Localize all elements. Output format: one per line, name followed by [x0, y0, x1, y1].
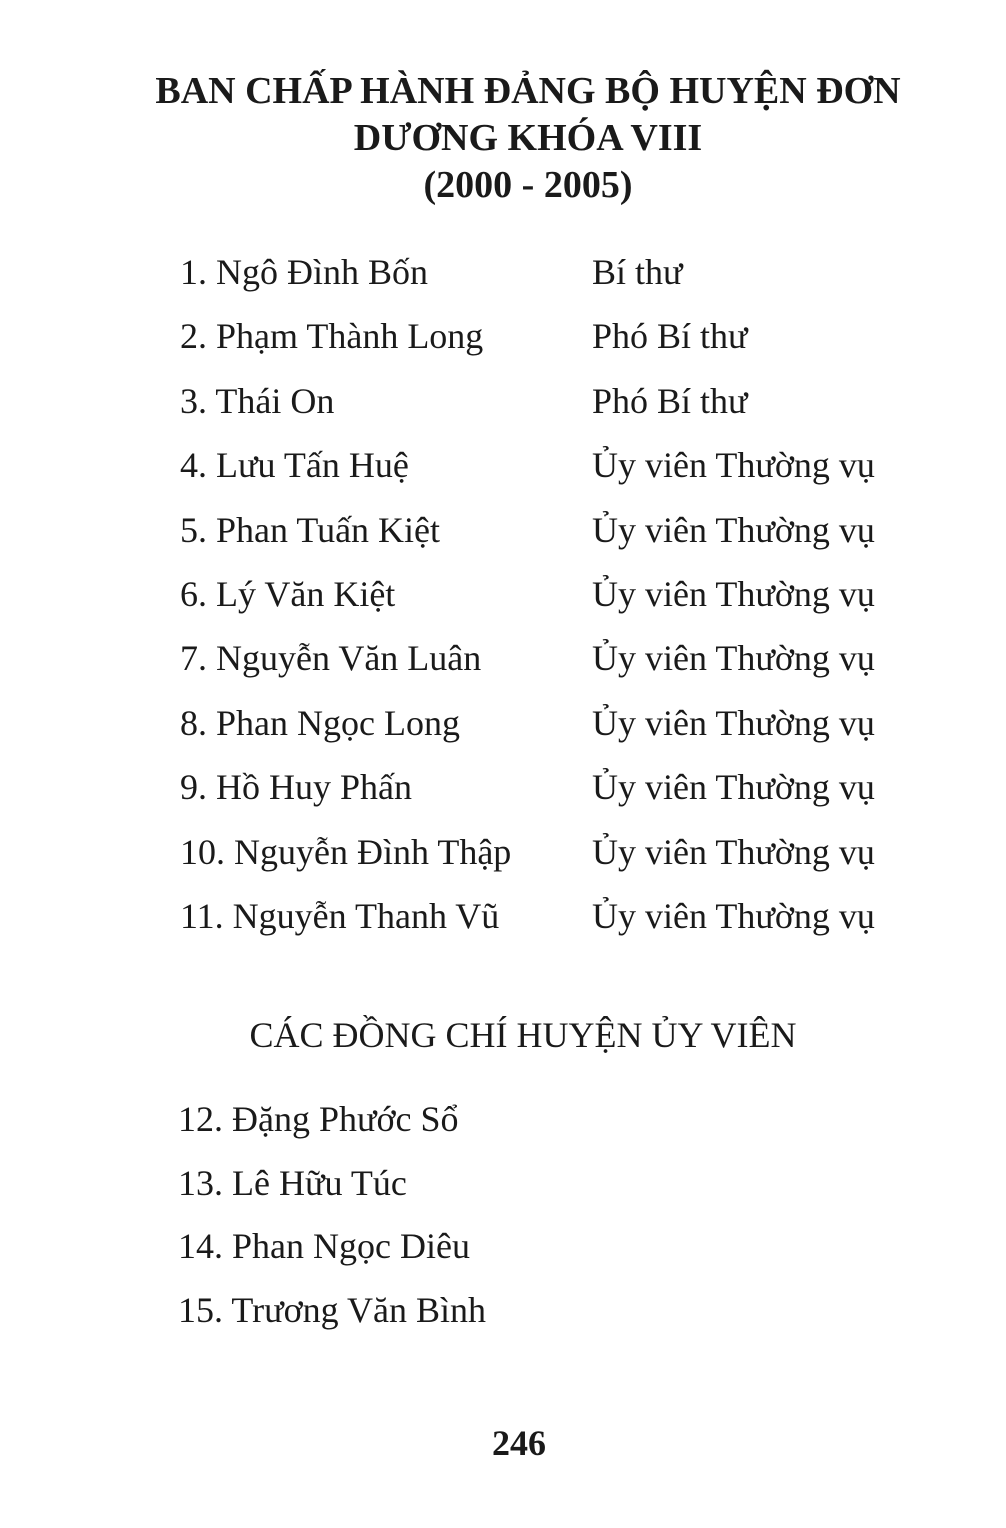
- member-role: Ủy viên Thường vụ: [592, 702, 875, 743]
- title-line-3: (2000 - 2005): [423, 164, 633, 206]
- list-item: 13. Lê Hữu Túc: [178, 1162, 407, 1203]
- member-name: 5. Phan Tuấn Kiệt: [180, 509, 441, 550]
- page-number: 246: [492, 1423, 546, 1463]
- member-name: 6. Lý Văn Kiệt: [180, 573, 396, 614]
- member-row: [180, 884, 940, 948]
- member-role: Phó Bí thư: [592, 316, 748, 357]
- member-name: 11. Nguyễn Thanh Vũ: [180, 895, 500, 936]
- member-row: [180, 626, 940, 690]
- member-row: [180, 691, 940, 755]
- section-heading: CÁC ĐỒNG CHÍ HUYỆN ỦY VIÊN: [249, 1015, 797, 1055]
- member-name: 10. Nguyễn Đình Thập: [180, 831, 512, 872]
- member-role: Ủy viên Thường vụ: [592, 767, 875, 808]
- member-row: [180, 755, 940, 819]
- member-role: Ủy viên Thường vụ: [592, 445, 875, 486]
- member-row: [180, 433, 940, 497]
- member-row: [180, 820, 940, 884]
- member-role: Ủy viên Thường vụ: [592, 573, 875, 614]
- member-role: Ủy viên Thường vụ: [592, 638, 875, 679]
- member-role: Ủy viên Thường vụ: [592, 509, 875, 550]
- member-name: 7. Nguyễn Văn Luân: [180, 638, 482, 679]
- member-name: 2. Phạm Thành Long: [180, 316, 484, 357]
- title-line-1: BAN CHẤP HÀNH ĐẢNG BỘ HUYỆN ĐƠN: [155, 70, 901, 112]
- member-name: 1. Ngô Đình Bốn: [180, 252, 429, 292]
- member-role: Ủy viên Thường vụ: [592, 895, 875, 936]
- standing-committee-list: [180, 240, 940, 948]
- page-title: [0, 68, 1006, 209]
- list-item: 14. Phan Ngọc Diêu: [178, 1226, 470, 1266]
- member-name: 3. Thái On: [180, 380, 335, 421]
- list-item: 15. Trương Văn Bình: [178, 1289, 486, 1330]
- member-name: 9. Hồ Huy Phấn: [180, 767, 412, 808]
- list-item: 12. Đặng Phước Sổ: [178, 1099, 459, 1139]
- member-role: Phó Bí thư: [592, 380, 748, 421]
- member-role: Ủy viên Thường vụ: [592, 831, 875, 872]
- title-line-2: DƯƠNG KHÓA VIII: [353, 117, 703, 159]
- member-row: [180, 562, 940, 626]
- member-role: Bí thư: [592, 252, 683, 292]
- member-row: [180, 498, 940, 562]
- committee-members-list: [178, 1088, 878, 1342]
- member-row: [180, 369, 940, 433]
- member-name: 8. Phan Ngọc Long: [180, 702, 460, 743]
- member-row: [180, 304, 940, 368]
- member-row: [180, 240, 940, 304]
- member-name: 4. Lưu Tấn Huệ: [180, 445, 409, 486]
